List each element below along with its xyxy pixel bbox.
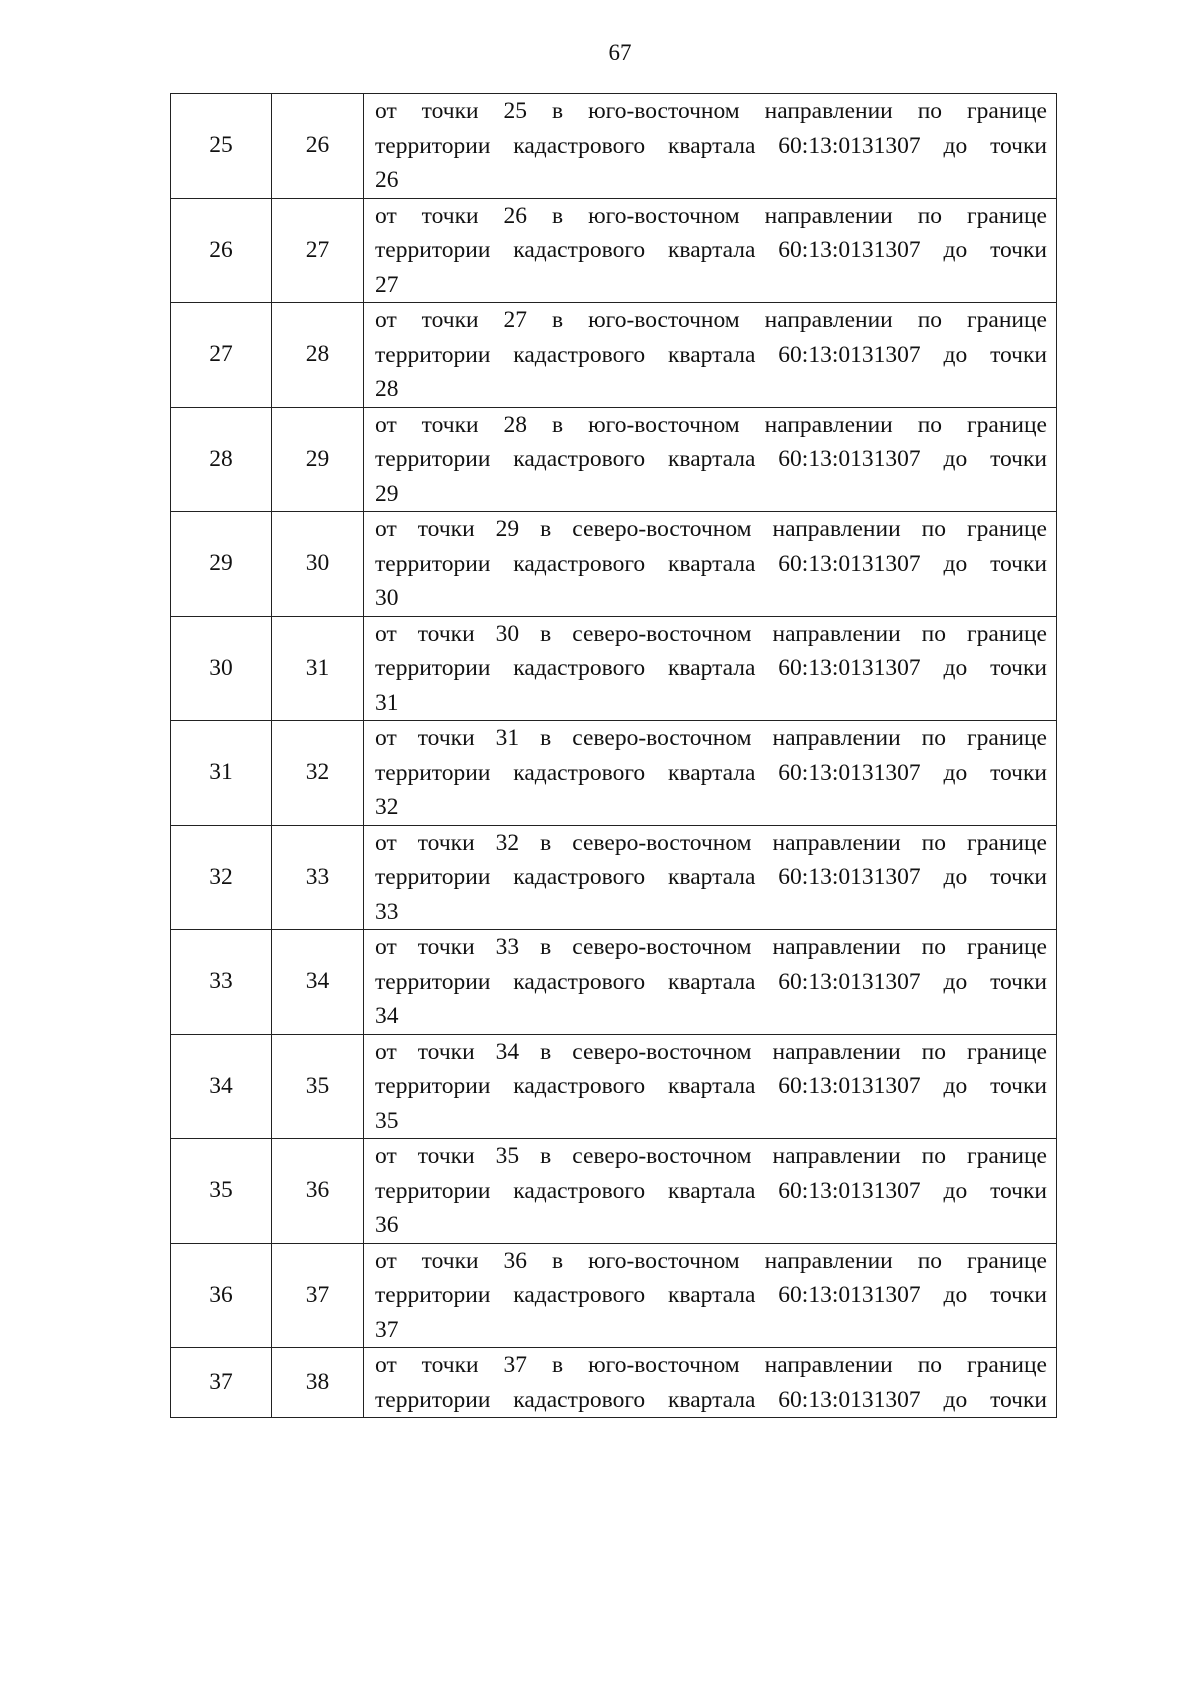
to-point-cell: 30 bbox=[272, 512, 364, 617]
description-line: от точки 26 в юго-восточном направлении по границе bbox=[375, 202, 1047, 229]
from-point-cell: 36 bbox=[171, 1243, 272, 1348]
to-point-cell: 33 bbox=[272, 825, 364, 930]
description-cell bbox=[364, 1139, 1057, 1244]
description-line: территории кадастрового квартала 60:13:0131307 до точки bbox=[375, 1073, 1047, 1099]
table-row bbox=[171, 1348, 1057, 1418]
description-cell bbox=[364, 407, 1057, 512]
description-cell bbox=[364, 303, 1057, 408]
table-row bbox=[171, 1034, 1057, 1139]
description-line: территории кадастрового квартала 60:13:0131307 до точки bbox=[375, 864, 1047, 890]
table-row bbox=[171, 721, 1057, 826]
description-line: территории кадастрового квартала 60:13:0131307 до точки bbox=[375, 550, 1047, 577]
table-row bbox=[171, 94, 1057, 199]
table-row bbox=[171, 930, 1057, 1035]
description-cell bbox=[364, 94, 1057, 199]
description-cell bbox=[364, 512, 1057, 617]
description-line: территории кадастрового квартала 60:13:0131307 до точки bbox=[375, 1177, 1047, 1204]
description-line: от точки 35 в северо-восточном направлении по границе bbox=[375, 1143, 1047, 1169]
description-line: территории кадастрового квартала 60:13:0131307 до точки bbox=[375, 341, 1047, 368]
description-line: территории кадастрового квартала 60:13:0131307 до точки bbox=[375, 237, 1047, 263]
from-point-cell: 30 bbox=[171, 616, 272, 721]
description-cell bbox=[364, 1243, 1057, 1348]
description-line: 36 bbox=[375, 1212, 399, 1238]
table-row bbox=[171, 616, 1057, 721]
description-line: 27 bbox=[375, 271, 399, 298]
table-row bbox=[171, 512, 1057, 617]
to-point-cell: 37 bbox=[272, 1243, 364, 1348]
description-cell bbox=[364, 616, 1057, 721]
description-line: от точки 33 в северо-восточном направлении по границе bbox=[375, 934, 1047, 960]
description-line: от точки 37 в юго-восточном направлении по границе bbox=[375, 1352, 1047, 1378]
to-point-cell: 31 bbox=[272, 616, 364, 721]
description-line: территории кадастрового квартала 60:13:0131307 до точки bbox=[375, 968, 1047, 995]
description-line: 34 bbox=[375, 1003, 399, 1029]
from-point-cell: 28 bbox=[171, 407, 272, 512]
description-line: от точки 34 в северо-восточном направлении по границе bbox=[375, 1038, 1047, 1065]
description-line: территории кадастрового квартала 60:13:0131307 до точки bbox=[375, 1282, 1047, 1308]
description-cell bbox=[364, 1034, 1057, 1139]
from-point-cell: 34 bbox=[171, 1034, 272, 1139]
table-row bbox=[171, 1243, 1057, 1348]
description-line: от точки 28 в юго-восточном направлении по границе bbox=[375, 411, 1047, 438]
description-line: от точки 30 в северо-восточном направлении по границе bbox=[375, 620, 1047, 647]
description-cell bbox=[364, 1348, 1057, 1418]
description-line: 32 bbox=[375, 794, 399, 820]
table-row bbox=[171, 825, 1057, 930]
description-line: 37 bbox=[375, 1316, 399, 1343]
description-line: территории кадастрового квартала 60:13:0131307 до точки bbox=[375, 759, 1047, 786]
description-line: 30 bbox=[375, 585, 399, 611]
description-line: 33 bbox=[375, 898, 399, 925]
description-line: 31 bbox=[375, 689, 399, 716]
from-point-cell: 35 bbox=[171, 1139, 272, 1244]
description-cell bbox=[364, 198, 1057, 303]
description-line: 28 bbox=[375, 376, 399, 402]
from-point-cell: 29 bbox=[171, 512, 272, 617]
description-line: от точки 31 в северо-восточном направлении по границе bbox=[375, 725, 1047, 751]
page-number: 67 bbox=[608, 40, 632, 65]
description-line: 26 bbox=[375, 167, 399, 193]
from-point-cell: 25 bbox=[171, 94, 272, 199]
from-point-cell: 37 bbox=[171, 1348, 272, 1418]
description-cell bbox=[364, 825, 1057, 930]
to-point-cell: 35 bbox=[272, 1034, 364, 1139]
description-line: территории кадастрового квартала 60:13:0131307 до точки bbox=[375, 1386, 1047, 1413]
to-point-cell: 34 bbox=[272, 930, 364, 1035]
table-row bbox=[171, 198, 1057, 303]
table-row bbox=[171, 303, 1057, 408]
description-line: территории кадастрового квартала 60:13:0131307 до точки bbox=[375, 655, 1047, 681]
description-line: от точки 25 в юго-восточном направлении по границе bbox=[375, 98, 1047, 124]
to-point-cell: 29 bbox=[272, 407, 364, 512]
description-line: 29 bbox=[375, 480, 399, 507]
boundary-table bbox=[170, 93, 1057, 1418]
table-row bbox=[171, 407, 1057, 512]
description-line: от точки 27 в юго-восточном направлении по границе bbox=[375, 307, 1047, 333]
description-line: 35 bbox=[375, 1107, 399, 1134]
to-point-cell: 26 bbox=[272, 94, 364, 199]
table-row bbox=[171, 1139, 1057, 1244]
from-point-cell: 33 bbox=[171, 930, 272, 1035]
from-point-cell: 31 bbox=[171, 721, 272, 826]
description-line: территории кадастрового квартала 60:13:0131307 до точки bbox=[375, 132, 1047, 159]
to-point-cell: 38 bbox=[272, 1348, 364, 1418]
description-cell bbox=[364, 930, 1057, 1035]
from-point-cell: 32 bbox=[171, 825, 272, 930]
description-line: от точки 29 в северо-восточном направлении по границе bbox=[375, 516, 1047, 542]
to-point-cell: 28 bbox=[272, 303, 364, 408]
description-line: от точки 36 в юго-восточном направлении по границе bbox=[375, 1247, 1047, 1274]
to-point-cell: 32 bbox=[272, 721, 364, 826]
to-point-cell: 27 bbox=[272, 198, 364, 303]
from-point-cell: 27 bbox=[171, 303, 272, 408]
to-point-cell: 36 bbox=[272, 1139, 364, 1244]
description-line: территории кадастрового квартала 60:13:0131307 до точки bbox=[375, 446, 1047, 472]
description-cell bbox=[364, 721, 1057, 826]
description-line: от точки 32 в северо-восточном направлении по границе bbox=[375, 829, 1047, 856]
from-point-cell: 26 bbox=[171, 198, 272, 303]
